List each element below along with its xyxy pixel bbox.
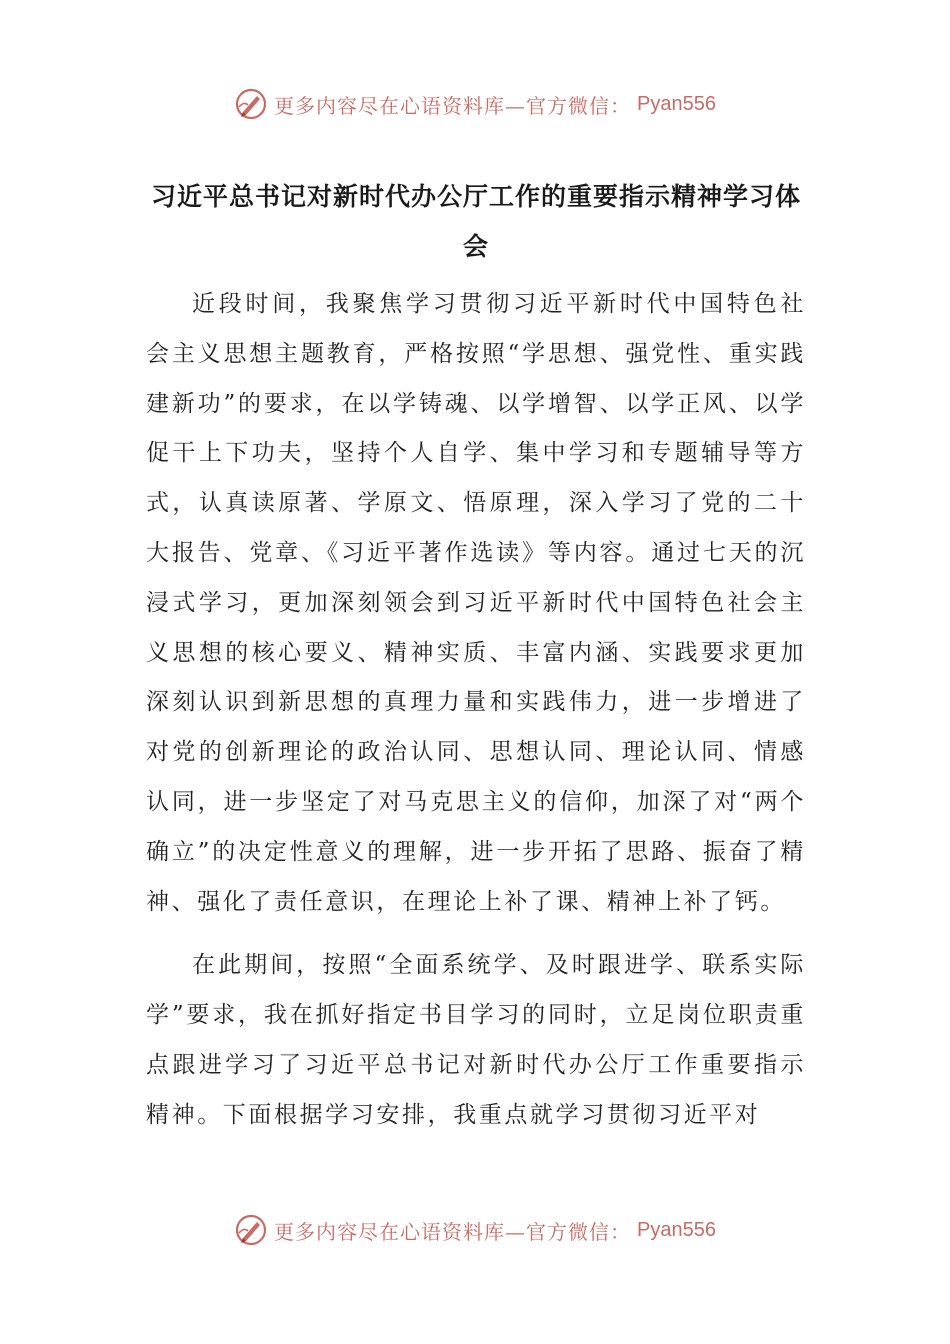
banner-wechat-id: Pyan556: [637, 1218, 716, 1241]
banner-text: 更多内容尽在心语资料库—官方微信：: [274, 1219, 632, 1244]
paragraph: 在此期间，按照“全面系统学、及时跟进学、联系实际学”要求，我在抓好指定书目学习的同时，立足岗位职责重点跟进学习了习近平总书记对新时代办公厅工作重要指示精神。下面根据学习安排，我重点就学习贯彻习近平对: [146, 952, 806, 1128]
banner-text: 更多内容尽在心语资料库—官方微信：: [274, 93, 632, 118]
pen-logo-icon: [234, 1213, 268, 1247]
paragraph: 近段时间，我聚焦学习贯彻习近平新时代中国特色社会主义思想主题教育，严格按照“学思想、强党性、重实践建新功”的要求，在以学铸魂、以学增智、以学正风、以学促干上下功夫，坚持个人自学、集中学习和专题辅导等方式，认真读原著、学原文、悟原理，深入学习了党的二十大报告、党章、《习近平著作选读》等内容。通过七天的沉浸式学习，更加深刻领会到习近平新时代中国特色社会主义思想的核心要义、精神实质、丰富内涵、实践要求更加深刻认识到新思想的真理力量和实践伟力，进一步增进了对党的创新理论的政治认同、思想认同、理论认同、情感认同，进一步坚定了对马克思主义的信仰，加深了对“两个确立”的决定性意义的理解，进一步开拓了思路、振奋了精神、强化了责任意识，在理论上补了课、精神上补了钙。: [146, 291, 806, 915]
header-banner: [0, 84, 950, 124]
document-title: 习近平总书记对新时代办公厅工作的重要指示精神学习体会: [150, 182, 801, 261]
document-body: [146, 280, 806, 1155]
banner-wechat-id: Pyan556: [637, 92, 716, 115]
pen-logo-icon: [234, 87, 268, 121]
footer-banner: [0, 1210, 950, 1250]
